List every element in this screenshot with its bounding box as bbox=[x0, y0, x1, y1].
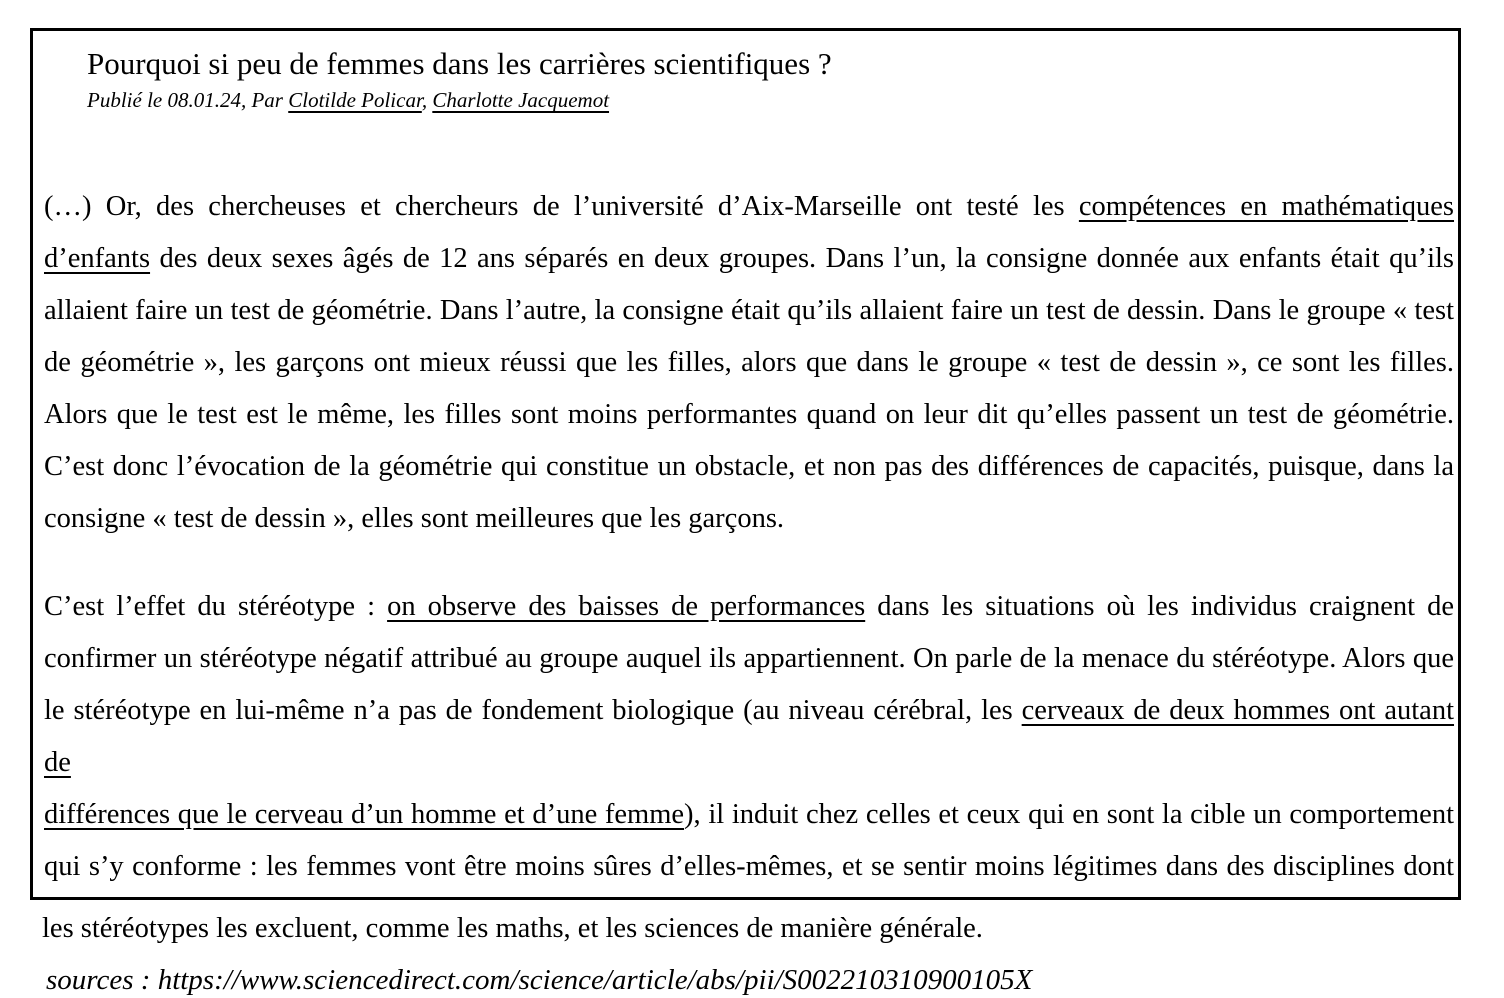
text-segment: consigne « test de dessin », elles sont meilleures que les garçons. bbox=[44, 503, 785, 534]
text-line bbox=[44, 789, 1454, 841]
text-segment: le stéréotype en lui-même n’a pas de fondement biologique (au niveau cérébral, les bbox=[44, 695, 1022, 726]
text-segment: ), il induit chez celles et ceux qui en sont la cible un comportement bbox=[684, 799, 1455, 830]
byline-author-1: Clotilde Policar bbox=[288, 88, 422, 112]
underlined-phrase: d’enfants bbox=[44, 243, 151, 274]
text-segment: Alors que le test est le même, les filles sont moins performantes quand on leur dit qu’elles passent un test de géométrie. bbox=[44, 399, 1454, 430]
text-line bbox=[44, 841, 1454, 893]
paragraph bbox=[44, 181, 1454, 545]
page-title: Pourquoi si peu de femmes dans les carrières scientifiques ? bbox=[87, 46, 832, 81]
text-segment: allaient faire un test de géométrie. Dans l’autre, la consigne était qu’ils allaient faire un test de dessin. Dans le groupe « test bbox=[44, 295, 1454, 326]
text-segment: de géométrie », les garçons ont mieux réussi que les filles, alors que dans le groupe « test de dessin », ce sont les filles. bbox=[44, 347, 1454, 378]
text-segment: dans les situations où les individus craignent de bbox=[865, 591, 1454, 622]
byline bbox=[87, 85, 1454, 115]
text-segment: des deux sexes âgés de 12 ans séparés en deux groupes. Dans l’un, la consigne donnée aux enfants était qu’ils bbox=[150, 243, 1454, 274]
text-line bbox=[44, 337, 1454, 389]
text-segment: confirmer un stéréotype négatif attribué au groupe auquel ils appartiennent. On parle de la menace du stéréotype. Alors que bbox=[44, 643, 1454, 674]
byline-separator: , bbox=[421, 88, 433, 112]
text-segment: C’est l’effet du stéréotype : bbox=[44, 591, 388, 622]
text-segment: qui s’y conforme : les femmes vont être moins sûres d’elles-mêmes, et se sentir moins légitimes dans des disciplines dont bbox=[44, 851, 1454, 882]
text-segment: C’est donc l’évocation de la géométrie qui constitue un obstacle, et non pas des différences de capacités, puisque, dans la bbox=[44, 451, 1454, 482]
paragraph bbox=[44, 581, 1454, 893]
closing-line: les stéréotypes les excluent, comme les maths, et les sciences de manière générale. bbox=[42, 913, 983, 944]
text-line bbox=[44, 285, 1454, 337]
underlined-phrase: cerveaux de deux hommes ont autant de bbox=[44, 695, 1455, 778]
text-line bbox=[44, 493, 1454, 545]
byline-author-2: Charlotte Jacquemot bbox=[432, 88, 610, 112]
text-line bbox=[44, 685, 1454, 789]
sources-label: sources : bbox=[46, 964, 158, 996]
text-line bbox=[44, 181, 1454, 233]
byline-prefix: Publié le 08.01.24, Par bbox=[87, 88, 289, 112]
text-line bbox=[44, 441, 1454, 493]
article-body bbox=[44, 181, 1454, 893]
underlined-phrase: différences que le cerveau d’un homme et d’une femme bbox=[44, 799, 685, 830]
text-line bbox=[44, 233, 1454, 285]
text-segment: (…) Or, des chercheuses et chercheurs de l’université d’Aix-Marseille ont testé les bbox=[44, 191, 1079, 222]
text-line bbox=[44, 633, 1454, 685]
source-url: https://www.sciencedirect.com/science/article/abs/pii/S002210310900105X bbox=[157, 964, 1033, 996]
underlined-phrase: compétences en mathématiques bbox=[1078, 191, 1455, 222]
underlined-phrase: on observe des baisses de performances bbox=[387, 591, 866, 622]
article-frame bbox=[30, 28, 1461, 900]
text-line bbox=[44, 389, 1454, 441]
sources-line bbox=[46, 962, 1504, 998]
text-line bbox=[44, 581, 1454, 633]
